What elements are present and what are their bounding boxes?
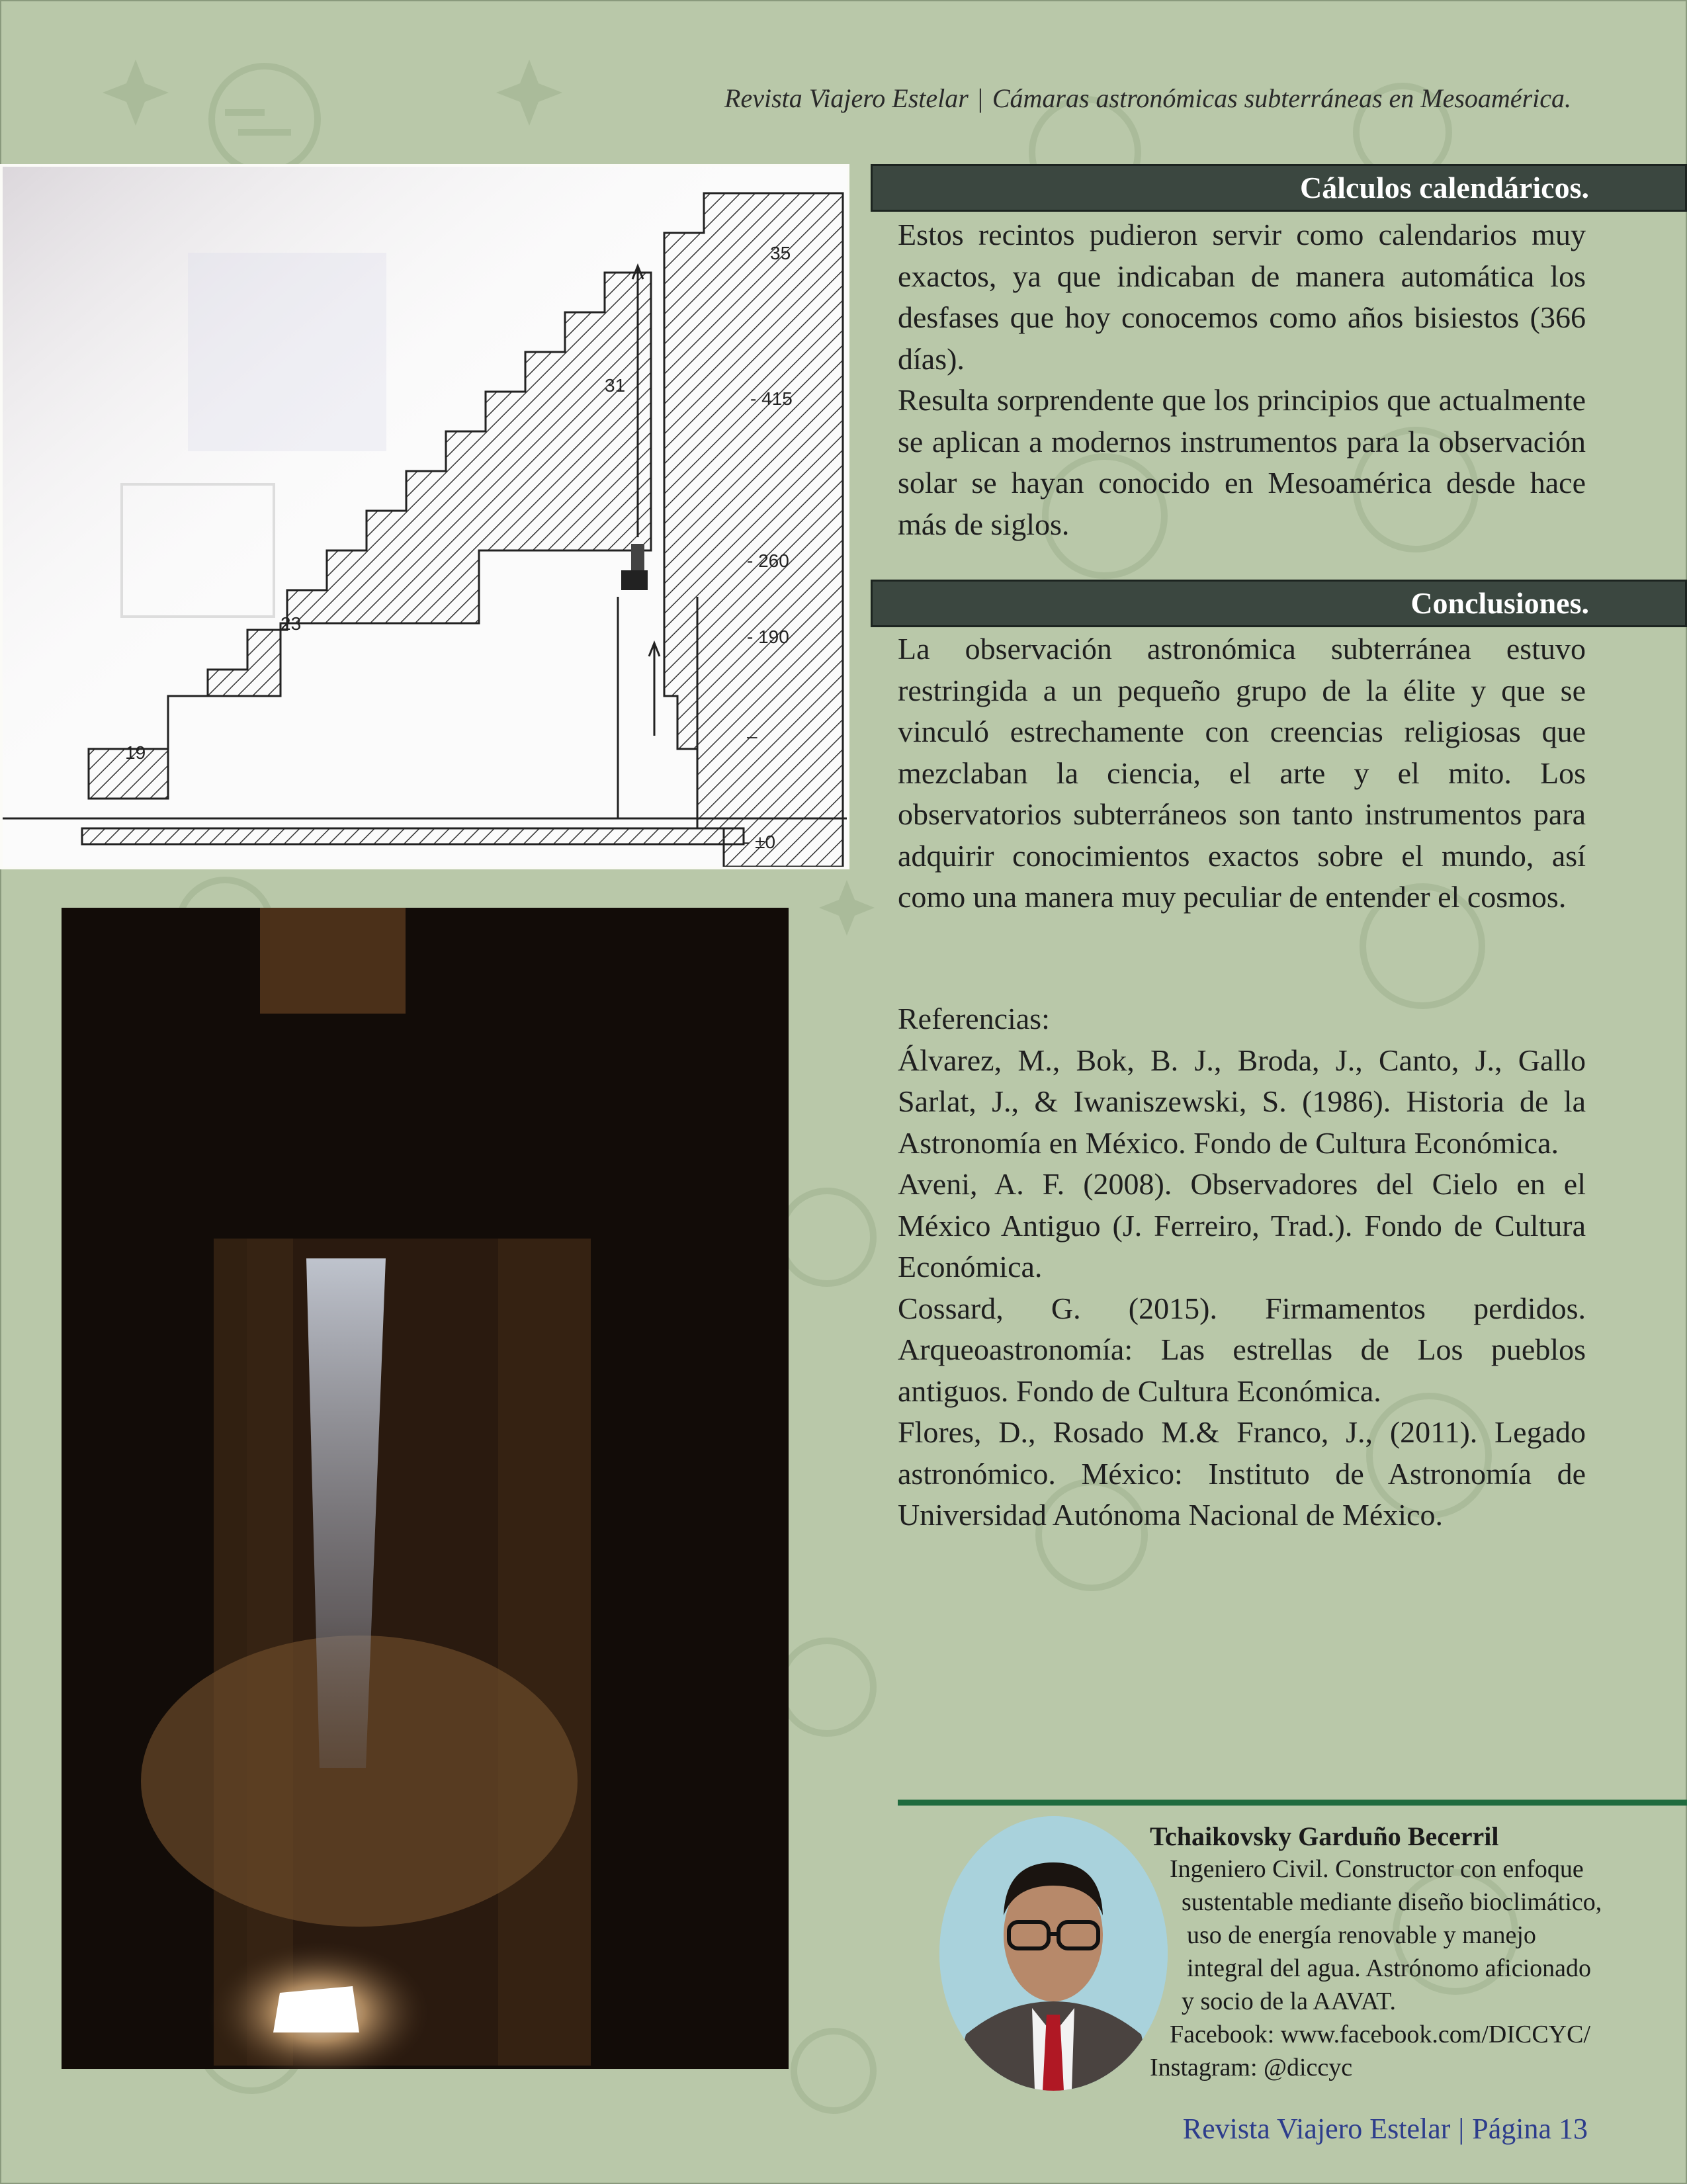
author-bio-line: uso de energía renovable y manejo <box>1187 1921 1536 1949</box>
divider <box>898 1800 1687 1806</box>
calculos-paragraph: Resulta sorprendente que los principios que actualmente se aplican a modernos instrumentos para la observación solar se hayan conocido en Mesoamérica desde hace más de siglos. <box>898 383 1586 541</box>
footer-separator: | <box>1458 2113 1465 2145</box>
conclusiones-paragraph: La observación astronómica subterránea estuvo restringida a un pequeño grupo de la élite y que se vinculó estrechamente con creencias religiosas que mezclaban la ciencia, el arte y el mito. Los observatorios subterráneos son tanto instrumentos para adquirir conocimientos exactos sobre el mundo, así como una manera muy peculiar de entender el cosmos. <box>898 632 1586 914</box>
header-article-title: Cámaras astronómicas subterráneas en Mesoamérica. <box>992 83 1571 113</box>
running-header <box>0 83 1571 114</box>
reference-item: Álvarez, M., Bok, B. J., Broda, J., Canto, J., Gallo Sarlat, J., & Iwaniszewski, S. (1986). Historia de la Astronomía en México. Fondo de Cultura Económica. <box>898 1043 1586 1160</box>
section-heading-conclusiones: Conclusiones. <box>871 580 1687 627</box>
calculos-body <box>898 214 1586 545</box>
reference-item: Aveni, A. F. (2008). Observadores del Cielo en el México Antiguo (J. Ferreiro, Trad.). Fondo de Cultura Económica. <box>898 1167 1586 1284</box>
diagram-label: - ±0 <box>744 832 776 852</box>
page-number: Página 13 <box>1472 2113 1588 2145</box>
diagram-label: 35 <box>770 243 791 263</box>
author-avatar <box>939 1816 1168 2091</box>
diagram-label: – <box>747 726 757 746</box>
references-heading: Referencias: <box>898 1002 1050 1035</box>
diagram-label: - 190 <box>747 627 789 647</box>
header-separator: | <box>977 83 983 113</box>
page-footer <box>1183 2112 1588 2146</box>
chamber-photo <box>62 908 789 2069</box>
author-bio-line: sustentable mediante diseño bioclimático, <box>1182 1888 1602 1916</box>
references <box>898 998 1586 1536</box>
diagram-label: - 415 <box>750 388 793 409</box>
diagram-label: - 260 <box>747 550 789 571</box>
calculos-paragraph: Estos recintos pudieron servir como calendarios muy exactos, ya que indicaban de manera automática los desfases que hoy conocemos como años bisiestos (366 días). <box>898 218 1586 376</box>
author-bio-line: integral del agua. Astrónomo aficionado <box>1187 1954 1591 1982</box>
reference-item: Cossard, G. (2015). Firmamentos perdidos. Arqueoastronomía: Las estrellas de Los pueblos antiguos. Fondo de Cultura Económica. <box>898 1291 1586 1408</box>
reference-item: Flores, D., Rosado M.& Franco, J., (2011). Legado astronómico. México: Instituto de Astronomía de Universidad Autónoma Nacional de México. <box>898 1415 1586 1532</box>
staircase-diagram <box>0 164 849 869</box>
author-bio-line: Ingeniero Civil. Constructor con enfoque <box>1170 1855 1584 1883</box>
author-bio-line: y socio de la AAVAT. <box>1182 1987 1397 2015</box>
diagram-label: 31 <box>605 375 626 396</box>
author-instagram: Instagram: @diccyc <box>1150 2054 1353 2081</box>
author-name: Tchaikovsky Garduño Becerril <box>1150 1821 1499 1851</box>
footer-magazine: Revista Viajero Estelar <box>1182 2113 1451 2145</box>
header-magazine: Revista Viajero Estelar <box>724 83 969 113</box>
section-heading-calculos: Cálculos calendáricos. <box>871 164 1687 212</box>
diagram-label: 19 <box>125 742 146 763</box>
diagram-label: 23 <box>281 613 302 634</box>
conclusiones-body <box>898 629 1586 918</box>
author-facebook: Facebook: www.facebook.com/DICCYC/ <box>1170 2021 1591 2048</box>
